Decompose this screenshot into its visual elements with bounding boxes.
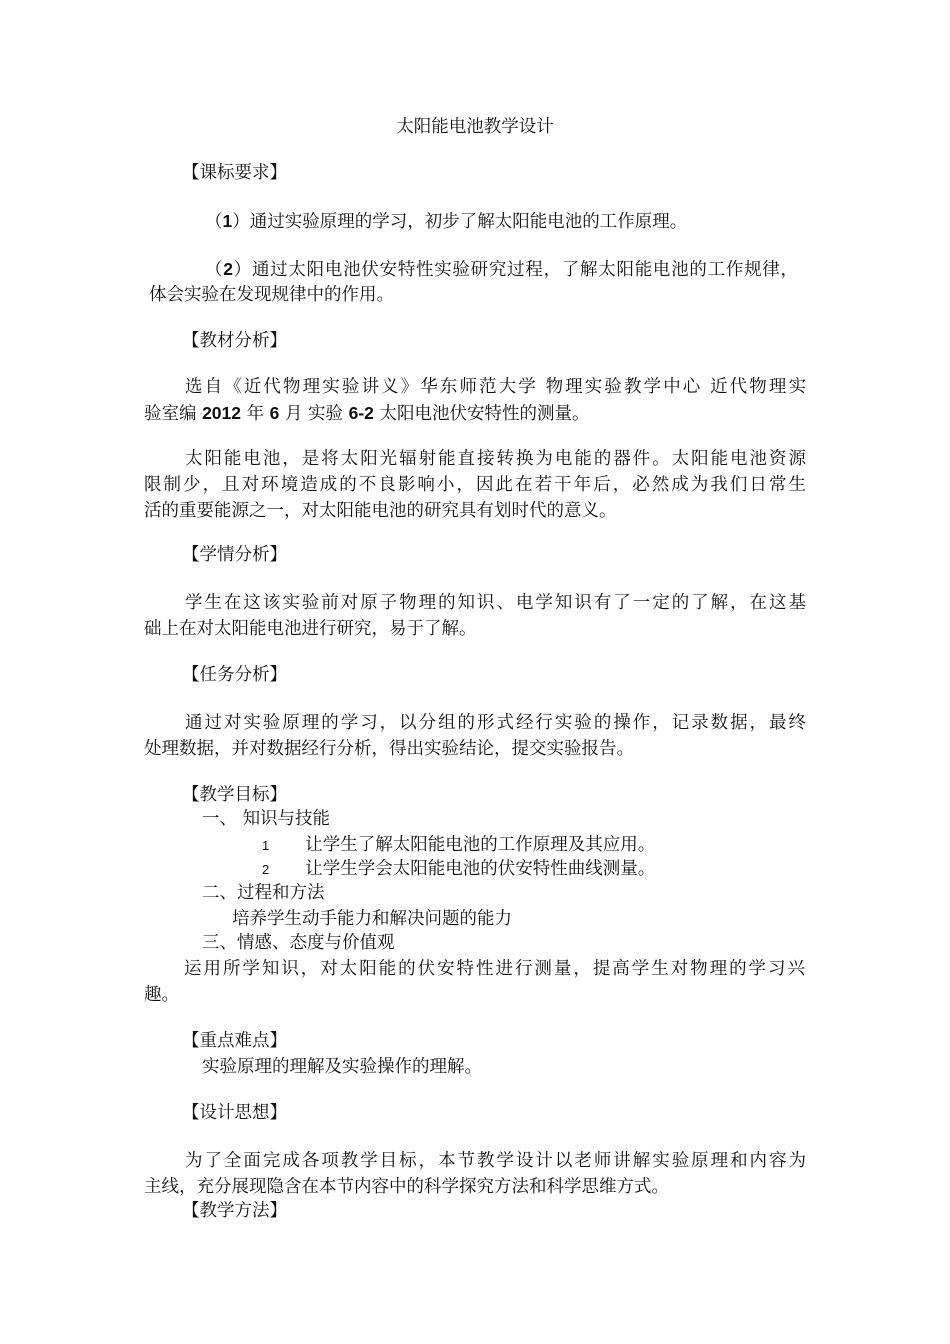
jiaocai-p2-line-2: 限制少，且对环境造成的不良影响小，因此在若干年后，必然成为我们日常生	[144, 475, 806, 495]
kebiao-item-1: （1）通过实验原理的学习，初步了解太阳能电池的工作原理。	[205, 211, 688, 232]
mubiao-sub-3-line-2: 趣。	[144, 985, 179, 1005]
section-heading-mubiao: 【教学目标】	[182, 785, 287, 805]
item-number: 2	[223, 259, 233, 279]
mubiao-sub-1: 一、 知识与技能	[202, 809, 331, 829]
section-heading-jiaocai: 【教材分析】	[182, 331, 287, 351]
mubiao-sub-2-text: 培养学生动手能力和解决问题的能力	[232, 909, 512, 929]
jiaocai-p2-line-3: 活的重要能源之一，对太阳能电池的研究具有划时代的意义。	[144, 501, 617, 521]
renwu-line-2: 处理数据，并对数据经行分析，得出实验结论，提交实验报告。	[144, 739, 634, 759]
zhongdian-text: 实验原理的理解及实验操作的理解。	[202, 1057, 482, 1077]
item-text: 让学生了解太阳能电池的工作原理及其应用。	[305, 835, 656, 855]
item-number: 1	[222, 211, 233, 231]
section-heading-xueqing: 【学情分析】	[182, 545, 287, 565]
section-heading-sheji: 【设计思想】	[182, 1103, 287, 1123]
item-number: 2	[262, 862, 270, 877]
document-title: 太阳能电池教学设计	[396, 117, 554, 137]
xueqing-line-2: 础上在对太阳能电池进行研究，易于了解。	[144, 619, 477, 639]
section-heading-renwu: 【任务分析】	[182, 665, 287, 685]
jiaocai-p2-line-1: 太阳能电池，是将太阳光辐射能直接转换为电能的器件。太阳能电池资源	[185, 449, 806, 469]
section-heading-zhongdian: 【重点难点】	[182, 1031, 287, 1051]
section-heading-kebiao: 【课标要求】	[182, 163, 287, 183]
mubiao-sub-1-item-2	[262, 856, 655, 883]
text-run: 验室编	[144, 404, 203, 424]
text-run: 月 实验	[279, 404, 349, 424]
kebiao-item-2-line-2: 体会实验在发现规律中的作用。	[149, 285, 394, 305]
month-value: 6	[269, 403, 280, 423]
jiaocai-p1-line-2	[144, 400, 589, 427]
sheji-line-1: 为了全面完成各项教学目标，本节教学设计以老师讲解实验原理和内容为	[185, 1151, 806, 1171]
text-run: 年	[241, 404, 270, 424]
item-number: 1	[262, 838, 270, 853]
sheji-line-2: 主线，充分展现隐含在本节内容中的科学探究方法和科学思维方式。	[144, 1177, 669, 1197]
year-value: 2012	[202, 403, 242, 423]
item-text: 通过实验原理的学习，初步了解太阳能电池的工作原理。	[249, 212, 688, 232]
text-run: 太阳电池伏安特性的测量。	[373, 404, 590, 424]
mubiao-sub-3: 三、情感、态度与价值观	[202, 933, 395, 953]
section-heading-fangfa: 【教学方法】	[182, 1201, 287, 1221]
renwu-line-1: 通过对实验原理的学习，以分组的形式经行实验的操作，记录数据，最终	[185, 713, 806, 733]
xueqing-line-1: 学生在这该实验前对原子物理的知识、电学知识有了一定的了解，在这基	[185, 593, 806, 613]
item-text: 让学生学会太阳能电池的伏安特性曲线测量。	[305, 859, 656, 879]
mubiao-sub-3-line-1: 运用所学知识，对太阳能的伏安特性进行测量，提高学生对物理的学习兴	[184, 959, 805, 979]
item-text: 通过太阳电池伏安特性实验研究过程，了解太阳能电池的工作规律，	[251, 260, 799, 280]
experiment-number: 6-2	[348, 403, 374, 423]
mubiao-sub-2: 二、过程和方法	[202, 883, 325, 903]
kebiao-item-2-line-1: （2）通过太阳电池伏安特性实验研究过程，了解太阳能电池的工作规律，	[205, 259, 799, 280]
jiaocai-p1-line-1: 选自《近代物理实验讲义》华东师范大学 物理实验教学中心 近代物理实	[185, 377, 806, 397]
mubiao-sub-1-item-1	[262, 832, 655, 859]
